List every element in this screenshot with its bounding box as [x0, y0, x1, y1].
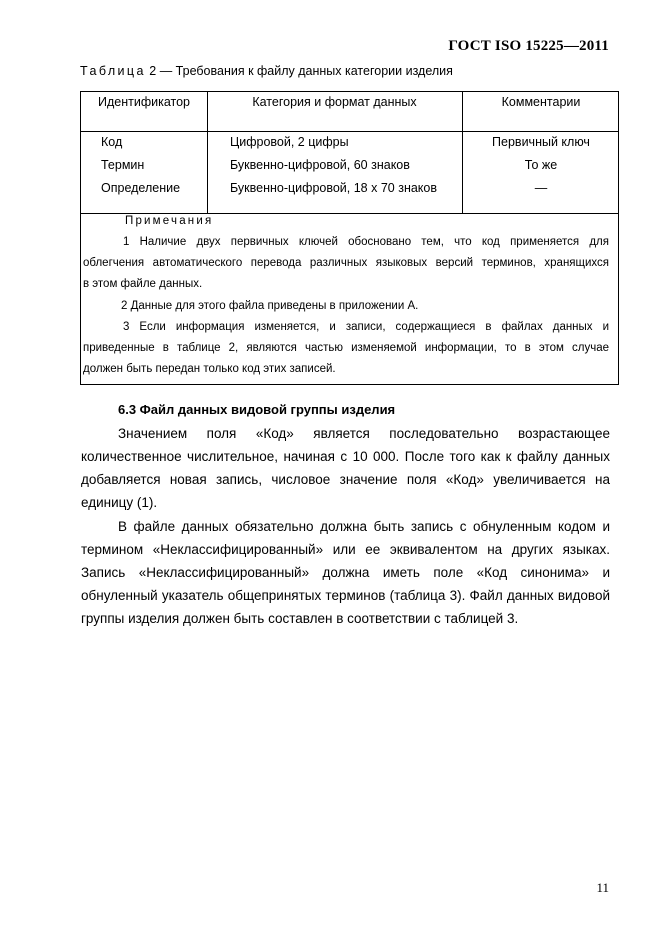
note-line: 2 Данные для этого файла приведены в приложении А.	[121, 300, 419, 312]
table-caption-title: 2 — Требования к файлу данных категории изделия	[145, 64, 453, 78]
paragraph-line: термином «Неклассифицированный» или ее эквивалентом на других языках.	[81, 542, 610, 557]
page-number: 11	[596, 880, 609, 895]
note-line: 1 Наличие двух первичных ключей обосновано тем, что код применяется для	[123, 236, 609, 248]
table-header-row	[81, 92, 618, 132]
standard-header: ГОСТ ISO 15225—2011	[448, 38, 609, 54]
table-cell: Определение	[101, 181, 181, 195]
table-cell: Первичный ключ	[492, 135, 590, 149]
table-cell: Буквенно-цифровой, 60 знаков	[230, 158, 410, 172]
table-cell: Цифровой, 2 цифры	[230, 135, 349, 149]
paragraph-line: В файле данных обязательно должна быть запись с обнуленным кодом и	[118, 519, 610, 534]
note-line: облегчения автоматического перевода различных языковых версий терминов, хранящихся	[83, 257, 609, 269]
paragraph-line: Запись «Неклассифицированный» должна иметь поле «Код синонима» и	[81, 565, 610, 580]
table-cell: Термин	[101, 158, 145, 172]
column-divider	[207, 92, 208, 214]
note-line: приведенные в таблице 2, являются частью изменяемой информации, то в этом случае	[83, 342, 609, 354]
paragraph-line: добавляется новая запись, числовое значение поля «Код» увеличивается на	[81, 472, 610, 487]
note-line: в этом файле данных.	[83, 278, 203, 290]
note-line: 3 Если информация изменяется, и записи, содержащиеся в файлах данных и	[123, 321, 609, 333]
notes-title: Примечания	[125, 215, 214, 227]
table-cell: То же	[524, 158, 558, 172]
section-heading: 6.3 Файл данных видовой группы изделия	[118, 402, 396, 417]
column-header-category: Категория и формат данных	[252, 95, 417, 109]
table-cell: Буквенно-цифровой, 18 x 70 знаков	[230, 181, 437, 195]
note-line: должен быть передан только код этих записей.	[83, 363, 336, 375]
paragraph-line: Значением поля «Код» является последовательно возрастающее	[118, 426, 610, 441]
column-header-identifier: Идентификатор	[97, 95, 191, 109]
column-header-comments: Комментарии	[501, 95, 581, 109]
table-caption	[80, 64, 453, 78]
table-body	[81, 132, 618, 214]
table-cell: Код	[101, 135, 123, 149]
column-divider	[462, 92, 463, 214]
table-cell: —	[534, 181, 548, 195]
paragraph-line: единицу (1).	[81, 495, 158, 510]
paragraph-line: обнуленный указатель общепринятых терминов (таблица 3). Файл данных видовой	[81, 588, 610, 603]
paragraph-line: группы изделия должен быть составлен в соответствии с таблицей 3.	[81, 611, 519, 626]
requirements-table	[80, 91, 619, 385]
paragraph-line: количественное числительное, начиная с 10 000. После того как к файлу данных	[81, 449, 610, 464]
table-caption-label: Таблица	[80, 64, 146, 78]
